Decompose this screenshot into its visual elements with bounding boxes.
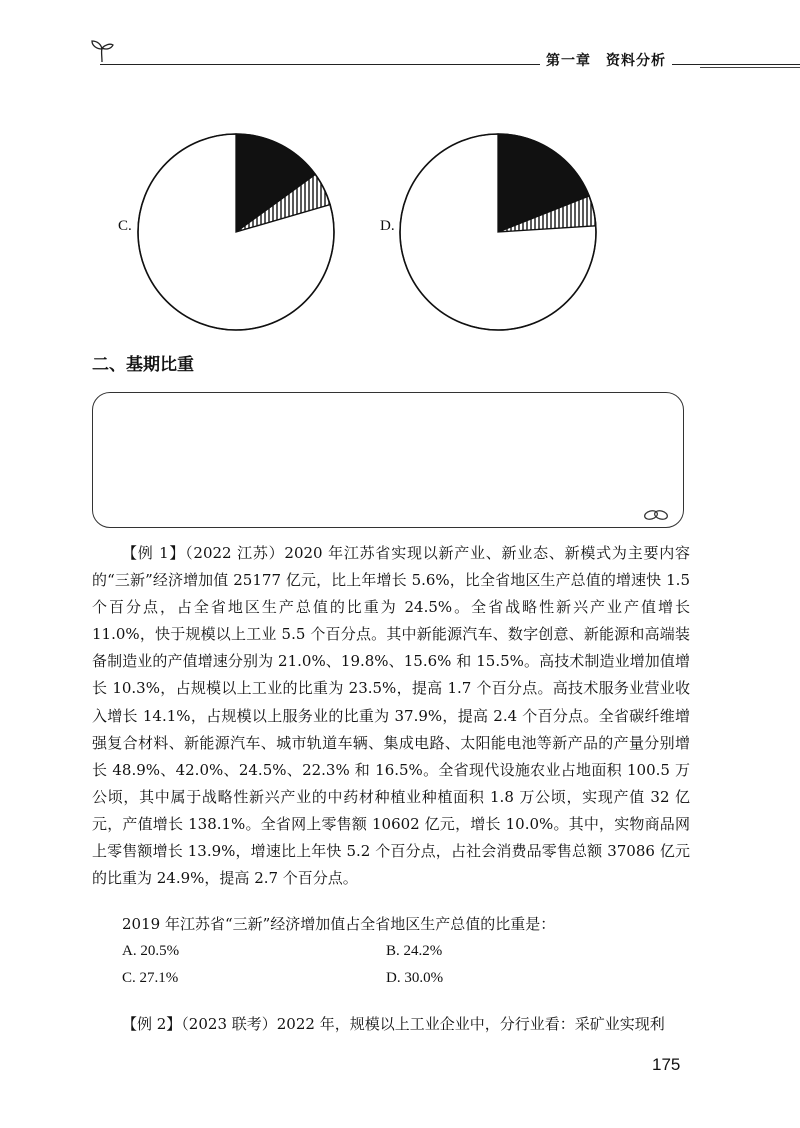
header-rule — [100, 64, 800, 65]
option-c-label: C. — [118, 218, 132, 234]
choice-b: B. 24.2% — [386, 943, 443, 959]
note-box — [92, 392, 684, 528]
example-1-question: 2019 年江苏省“三新”经济增加值占全省地区生产总值的比重是： — [122, 915, 556, 933]
choice-d: D. 30.0% — [386, 970, 444, 986]
pie-chart-option-d — [398, 132, 598, 332]
leaf-ornament-icon — [643, 507, 669, 523]
sprout-icon — [88, 36, 116, 64]
header-rule-secondary — [700, 67, 800, 68]
example-2-text: 【例 2】（2023 联考）2022 年，规模以上工业企业中，分行业看：采矿业实现利 — [122, 1015, 665, 1033]
option-d-label: D. — [380, 218, 395, 234]
example-1-text: 【例 1】（2022 江苏）2020 年江苏省实现以新产业、新业态、新模式为主要内容的“三新”经济增加值 25177 亿元，比上年增长 5.6%，比全省地区生产总值的增速快 1.5 个百分点，占全省地区生产总值的比重为 24.5%。全省战略性新兴产业产值增长 11.0%，快于规模以上工业 5.5 个百分点。其中新能源汽车、数字创意、新能源和高端装备制造业的产值增速分别为 21.0%、19.8%、15.6% 和 15.5%。高技术制造业增加值增长 10.3%，占规模以上工业的比重为 23.5%，提高 1.7 个百分点。高技术服务业营业收入增长 14.1%，占规模以上服务业的比重为 37.9%，提高 2.4 个百分点。全省碳纤维增强复合材料、新能源汽车、城市轨道车辆、集成电路、太阳能电池等新产品的产量分别增长 48.9%、42.0%、24.5%、22.3% 和 16.5%。全省现代设施农业占地面积 100.5 万公顷，其中属于战略性新兴产业的中药材种植业种植面积 1.8 万公顷，实现产值 32 亿元，产值增长 138.1%。全省网上零售额 10602 亿元，增长 10.0%。其中，实物商品网上零售额增长 13.9%，增速比上年快 5.2 个百分点，占社会消费品零售总额 37086 亿元的比重为 24.9%，提高 2.7 个百分点。 — [92, 544, 690, 888]
pie-chart-option-c — [136, 132, 336, 332]
choice-a: A. 20.5% — [122, 943, 180, 959]
page-number: 175 — [652, 1055, 681, 1074]
chapter-title: 第一章 资料分析 — [540, 50, 672, 70]
section-title: 二、基期比重 — [92, 355, 194, 375]
choice-c: C. 27.1% — [122, 970, 179, 986]
